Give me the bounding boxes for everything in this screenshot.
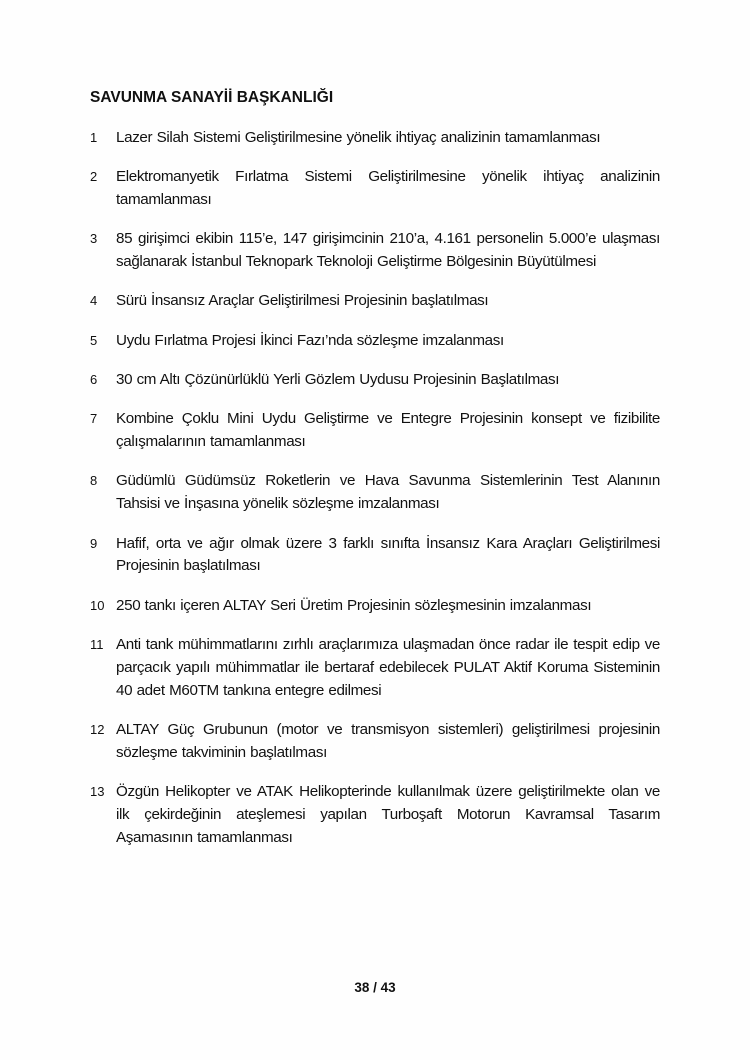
list-item — [90, 369, 660, 392]
list-item — [90, 533, 660, 579]
item-text: Hafif, orta ve ağır olmak üzere 3 farklı sınıfta İnsansız Kara Araçları Geliştirilmesi Projesinin başlatılması — [116, 534, 660, 575]
item-text: Anti tank mühimmatlarını zırhlı araçlarımıza ulaşmadan önce radar ile tespit edip ve parçacık yapılı mühimmatlar ile bertaraf edebilecek PULAT Aktif Koruma Sisteminin 40 adet M60TM tankına entegre edilmesi — [116, 635, 660, 699]
list-item — [90, 595, 660, 618]
item-number: 9 — [90, 535, 98, 551]
item-text: 250 tankı içeren ALTAY Seri Üretim Projesinin sözleşmesinin imzalanması — [116, 596, 592, 614]
item-text: Elektromanyetik Fırlatma Sistemi Geliştirilmesine yönelik ihtiyaç analizinin tamamlanması — [116, 168, 660, 209]
section-heading: SAVUNMA SANAYİİ BAŞKANLIĞI — [90, 89, 334, 106]
item-number: 6 — [90, 372, 98, 388]
list-item — [90, 330, 660, 353]
item-number: 11 — [90, 636, 104, 652]
list-item — [90, 228, 660, 274]
list-item — [90, 634, 660, 702]
item-text: Uydu Fırlatma Projesi İkinci Fazı’nda sözleşme imzalanması — [116, 331, 504, 349]
item-text: 30 cm Altı Çözünürlüklü Yerli Gözlem Uydusu Projesinin Başlatılması — [116, 371, 560, 389]
item-text: Güdümlü Güdümsüz Roketlerin ve Hava Savunma Sistemlerinin Test Alanının Tahsisi ve İnşasına yönelik sözleşme imzalanması — [116, 472, 660, 513]
item-text: Lazer Silah Sistemi Geliştirilmesine yönelik ihtiyaç analizinin tamamlanması — [116, 129, 601, 146]
item-number: 5 — [90, 332, 98, 348]
item-number: 4 — [90, 293, 98, 309]
list-item — [90, 470, 660, 516]
item-number: 3 — [90, 231, 98, 247]
item-number: 1 — [90, 130, 98, 145]
list-item — [90, 719, 660, 765]
list-item — [90, 166, 660, 212]
item-number: 2 — [90, 169, 98, 185]
list-item — [90, 290, 660, 313]
item-number: 8 — [90, 473, 98, 489]
item-number: 10 — [90, 597, 105, 613]
list-item — [90, 781, 660, 849]
item-text: Kombine Çoklu Mini Uydu Geliştirme ve Entegre Projesinin konsept ve fizibilite çalışmalarının tamamlanması — [116, 410, 660, 451]
numbered-list — [90, 127, 660, 866]
item-text: 85 girişimci ekibin 115’e, 147 girişimcinin 210’a, 4.161 personelin 5.000’e ulaşması sağlanarak İstanbul Teknopark Teknoloji Geliştirme Bölgesinin Büyütülmesi — [116, 230, 660, 271]
item-number: 7 — [90, 411, 98, 427]
item-text: Sürü İnsansız Araçlar Geliştirilmesi Projesinin başlatılması — [116, 292, 489, 310]
page-number: 38 / 43 — [354, 980, 396, 995]
item-number: 12 — [90, 721, 105, 737]
item-text: Özgün Helikopter ve ATAK Helikopterinde kullanılmak üzere geliştirilmekte olan ve ilk çekirdeğinin ateşlemesi yapılan Turboşaft Motorun Kavramsal Tasarım Aşamasının tamamlanması — [116, 782, 660, 846]
item-text: ALTAY Güç Grubunun (motor ve transmisyon sistemleri) geliştirilmesi projesinin sözleşme takviminin başlatılması — [116, 720, 660, 761]
list-item — [90, 127, 660, 150]
item-number: 13 — [90, 783, 105, 799]
list-item — [90, 408, 660, 454]
